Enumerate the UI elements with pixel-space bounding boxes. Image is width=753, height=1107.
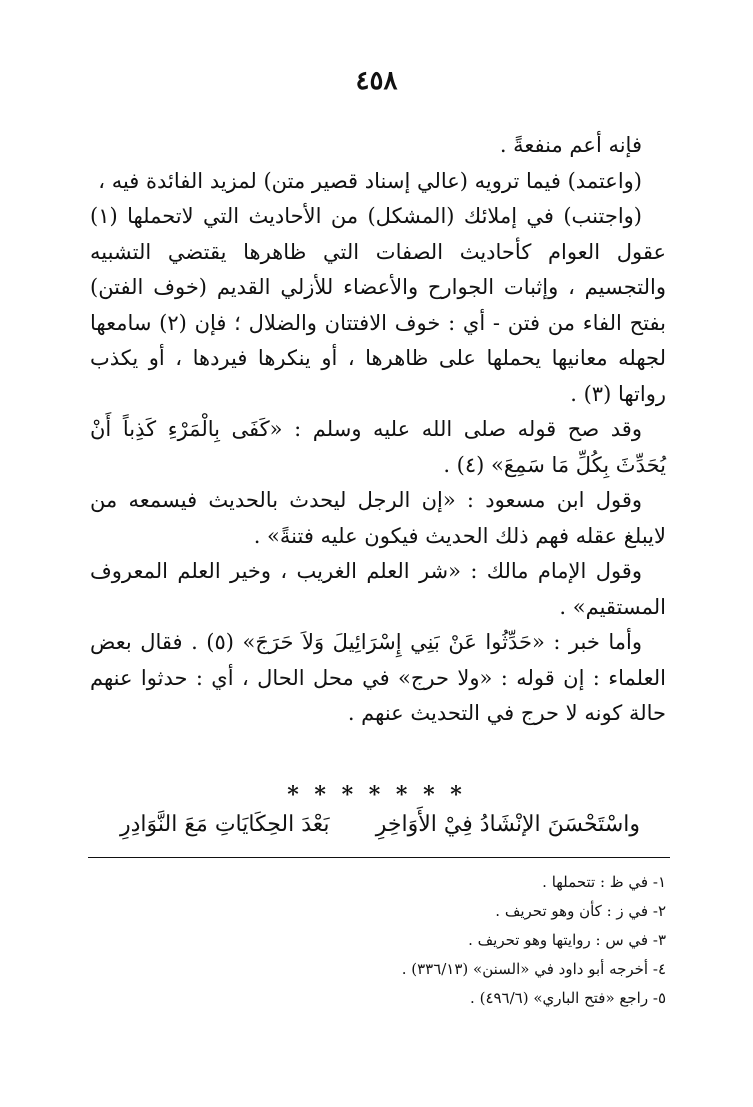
paragraph-1: فإنه أعم منفعةً . bbox=[499, 133, 642, 157]
verse-first-hemistich: واسْتَحْسَنَ الإنْشَادُ فِيْ الأَوَاخِرِ bbox=[375, 812, 640, 837]
paragraph-6: وقول الإمام مالك : «شر العلم الغريب ، وخير العلم المعروف المستقيم» . bbox=[90, 559, 666, 619]
footnote-3: ٣- في س : روايتها وهو تحريف . bbox=[468, 931, 666, 949]
footnotes bbox=[90, 868, 666, 1013]
footnote-1: ١- في ظ : تتحملها . bbox=[542, 873, 666, 891]
footnote-divider bbox=[88, 857, 670, 858]
footnote-2: ٢- في ز : كأن وهو تحريف . bbox=[495, 902, 666, 920]
paragraph-2: (واعتمد) فيما ترويه (عالي إسناد قصير متن) لمزيد الفائدة فيه ، bbox=[98, 168, 642, 193]
page-number: ٤٥٨ bbox=[355, 66, 398, 96]
verse-line bbox=[120, 812, 640, 837]
main-text bbox=[90, 128, 666, 732]
paragraph-3: (واجتنب) في إملائك (المشكل) من الأحاديث التي لاتحملها (١) عقول العوام كأحاديث الصفات التي ظاهرها يقتضي التشبيه والتجسيم ، وإثبات الجوارح والأعضاء للأزلي القديم (خوف الفتن) بفتح الفاء من فتن - أي : خوف الافتتان والضلال ؛ فإن (٢) سامعها لجهله معانيها يحملها على ظاهرها ، أو ينكرها فيردها ، أو يكذب رواتها (٣) . bbox=[90, 204, 666, 406]
footnote-4: ٤- أخرجه أبو داود في «السنن» (٣٣٦/١٣) . bbox=[401, 960, 666, 978]
footnote-5: ٥- راجع «فتح الباري» (٤٩٦/٦) . bbox=[470, 989, 666, 1007]
paragraph-7: وأما خبر : «حَدِّثُوا عَنْ بَنِي إِسْرَائِيلَ وَلاَ حَرَجَ» (٥) . فقال بعض العلماء : إن قوله : «ولا حرج» في محل الحال ، أي : حدثوا عنهم حالة كونه لا حرج في التحديث عنهم . bbox=[90, 630, 666, 725]
paragraph-4: وقد صح قوله صلى الله عليه وسلم : «كَفَى بِالْمَرْءِ كَذِباً أَنْ يُحَدِّثَ بِكُلِّ مَا سَمِعَ» (٤) . bbox=[90, 417, 666, 477]
verse-second-hemistich: بَعْدَ الحِكَايَاتِ مَعَ النَّوَادِرِ bbox=[120, 812, 330, 837]
section-separator: * * * * * * * bbox=[287, 782, 466, 808]
paragraph-5: وقول ابن مسعود : «إن الرجل ليحدث بالحديث فيسمعه من لايبلغ عقله فهم ذلك الحديث فيكون عليه فتنةً» . bbox=[90, 488, 666, 548]
